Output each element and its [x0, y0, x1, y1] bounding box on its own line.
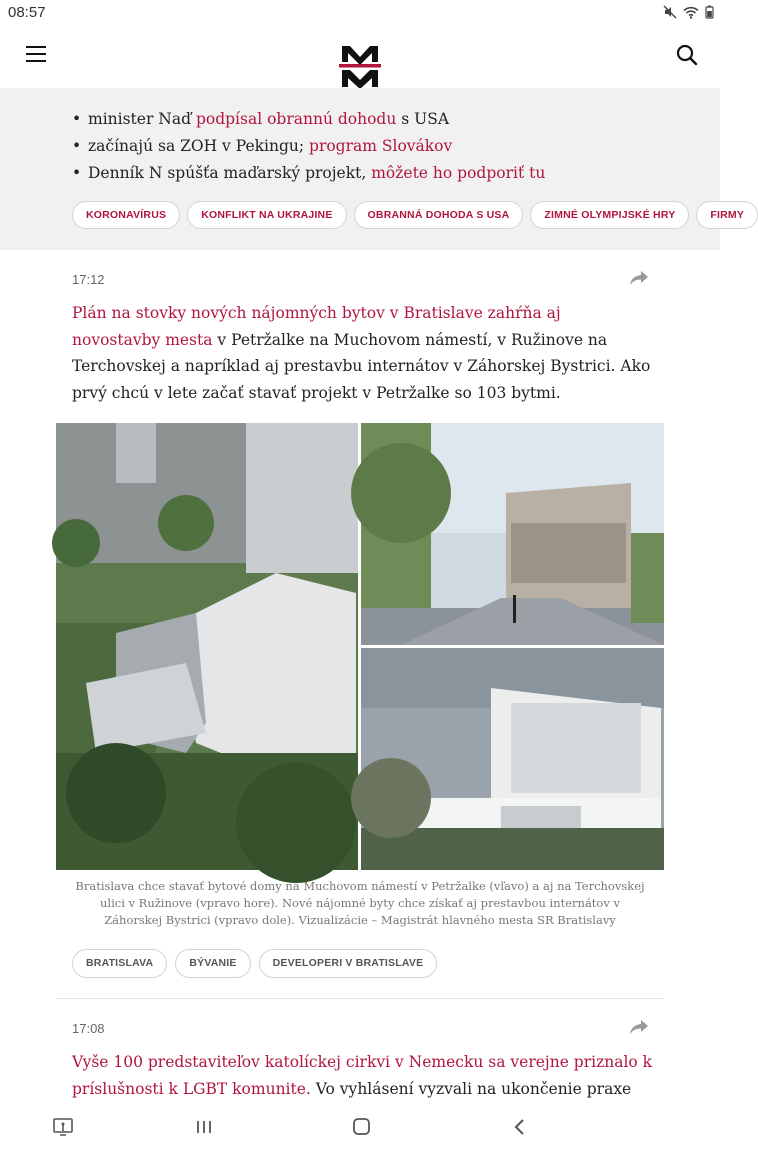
home-icon[interactable]: [350, 1116, 374, 1138]
highlight-text: s USA: [396, 110, 450, 128]
highlight-link[interactable]: podpísal obrannú dohodu: [195, 110, 397, 128]
article-time: 17:08: [72, 1021, 105, 1036]
highlight-item: [72, 133, 545, 160]
share-icon[interactable]: [630, 1019, 648, 1033]
highlight-item: [72, 106, 545, 133]
highlight-text: začínajú sa ZOH v Pekingu;: [88, 137, 310, 155]
image-petrzalka: [56, 423, 358, 870]
highlight-link[interactable]: program Slovákov: [309, 137, 453, 155]
chip-firmy[interactable]: FIRMY: [696, 201, 758, 229]
article-headline-link[interactable]: Vyše 100 predstaviteľov katolíckej cirkvi v Nemecku sa verejne priznalo k príslušnosti k LGBT komunite.: [72, 1053, 653, 1098]
article-divider: [56, 998, 664, 999]
image-terchovska: [361, 423, 664, 645]
highlight-link[interactable]: môžete ho podporiť tu: [371, 164, 546, 182]
chip-obranna-dohoda[interactable]: OBRANNÁ DOHODA S USA: [354, 201, 524, 229]
share-icon[interactable]: [630, 270, 648, 284]
battery-icon: [705, 4, 714, 23]
menu-icon[interactable]: [26, 46, 46, 64]
image-zahorska-bystrica: [361, 648, 664, 870]
highlights-panel: [0, 88, 745, 250]
article-text: Vo vyhlásení vyzvali na ukončenie praxe: [315, 1079, 632, 1098]
article-text: v Petržalke na Muchovom námestí, v Ružinove na Terchovskej a napríklad aj prestavbu internátov v Záhorskej Bystrici. Ako prvý chcú v lete začať stavať projekt v Petržalke so 103 bytmi.: [72, 330, 651, 402]
tag-bratislava[interactable]: BRATISLAVA: [72, 949, 167, 978]
wifi-icon: [683, 4, 699, 23]
tag-byvanie[interactable]: BÝVANIE: [175, 949, 250, 978]
status-icons: [663, 4, 714, 23]
article-image-collage[interactable]: [56, 423, 664, 870]
highlight-text: minister Naď: [88, 110, 196, 128]
tag-developeri[interactable]: DEVELOPERI V BRATISLAVE: [259, 949, 438, 978]
article-body: [72, 1049, 662, 1103]
status-bar: [0, 0, 720, 26]
article-body: [72, 300, 652, 406]
image-caption: Bratislava chce stavať bytové domy na Muchovom námestí v Petržalke (vľavo) a aj na Terchovskej ulici v Ružinove (vpravo hore). Nové nájomné byty chce získať aj prestavbou internátov v Záhorskej Bystrici (vpravo dole). Vizualizácie – Magistrát hlavného mesta SR Bratislavy: [75, 879, 645, 927]
recent-apps-icon[interactable]: [193, 1116, 217, 1138]
mute-icon: [663, 4, 677, 23]
chip-koronavirus[interactable]: KORONAVÍRUS: [72, 201, 180, 229]
screencast-icon[interactable]: [52, 1116, 76, 1138]
article-time: 17:12: [72, 272, 105, 287]
highlight-text: Denník N spúšťa maďarský projekt,: [88, 164, 372, 182]
topic-chips: [72, 201, 758, 229]
top-app-bar: [0, 26, 720, 88]
article-headline-link[interactable]: Plán na stovky nových nájomných bytov v Bratislave zahŕňa aj novostavby mesta: [72, 304, 561, 349]
status-time: 08:57: [8, 4, 46, 21]
highlights-list: [72, 106, 545, 187]
article-tags: [72, 949, 437, 978]
chip-zimne-olympijske-hry[interactable]: ZIMNÉ OLYMPIJSKÉ HRY: [530, 201, 689, 229]
system-nav-bar: [0, 1102, 720, 1152]
chip-konflikt-na-ukrajine[interactable]: KONFLIKT NA UKRAJINE: [187, 201, 346, 229]
dennik-n-logo[interactable]: [339, 44, 381, 88]
search-icon[interactable]: [676, 44, 698, 66]
highlight-item: [72, 160, 545, 187]
back-icon[interactable]: [508, 1116, 532, 1138]
